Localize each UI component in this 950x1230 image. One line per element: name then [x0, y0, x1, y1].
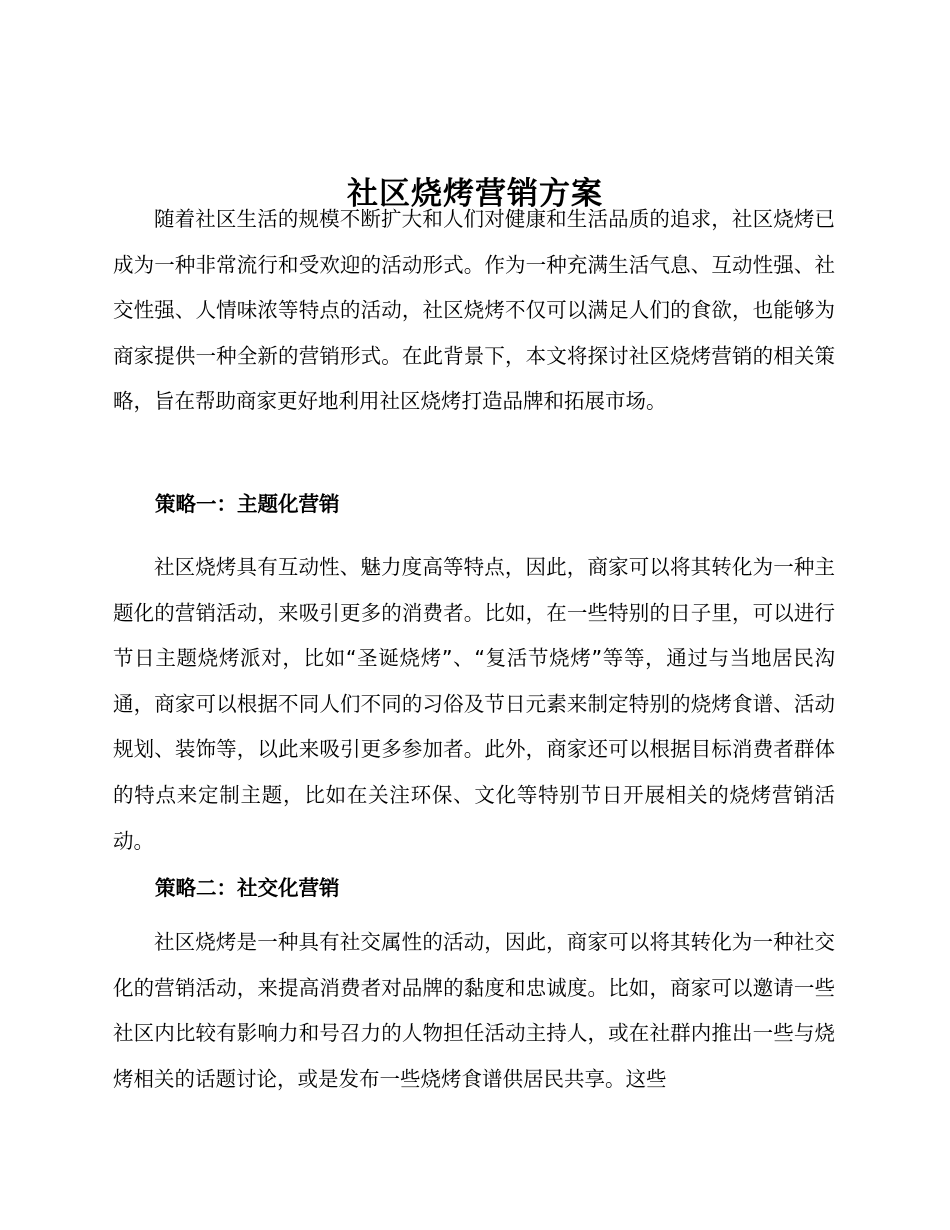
section-heading-strategy-two: 策略二：社交化营销: [155, 876, 340, 900]
section-body-strategy-one: 社区烧烤具有互动性、魅力度高等特点，因此，商家可以将其转化为一种主题化的营销活动，来吸引更多的消费者。比如，在一些特别的日子里，可以进行节日主题烧烤派对，比如“圣诞烧烤”、“复活节烧烤”等等，通过与当地居民沟通，商家可以根据不同人们不同的习俗及节日元素来制定特别的烧烤食谱、活动规划、装饰等，以此来吸引更多参加者。此外，商家还可以根据目标消费者群体的特点来定制主题，比如在关注环保、文化等特别节日开展相关的烧烤营销活动。: [113, 555, 835, 853]
section-heading-strategy-one: 策略一：主题化营销: [155, 492, 340, 516]
section-body-strategy-two: 社区烧烤是一种具有社交属性的活动，因此，商家可以将其转化为一种社交化的营销活动，来提高消费者对品牌的黏度和忠诚度。比如，商家可以邀请一些社区内比较有影响力和号召力的人物担任活动主持人，或在社群内推出一些与烧烤相关的话题讨论，或是发布一些烧烤食谱供居民共享。这些: [113, 930, 835, 1091]
document-title: 社区烧烤营销方案: [347, 175, 603, 212]
intro-paragraph: 随着社区生活的规模不断扩大和人们对健康和生活品质的追求，社区烧烤已成为一种非常流行和受欢迎的活动形式。作为一种充满生活气息、互动性强、社交性强、人情味浓等特点的活动，社区烧烤不仅可以满足人们的食欲，也能够为商家提供一种全新的营销形式。在此背景下，本文将探讨社区烧烤营销的相关策略，旨在帮助商家更好地利用社区烧烤打造品牌和拓展市场。: [113, 207, 835, 414]
